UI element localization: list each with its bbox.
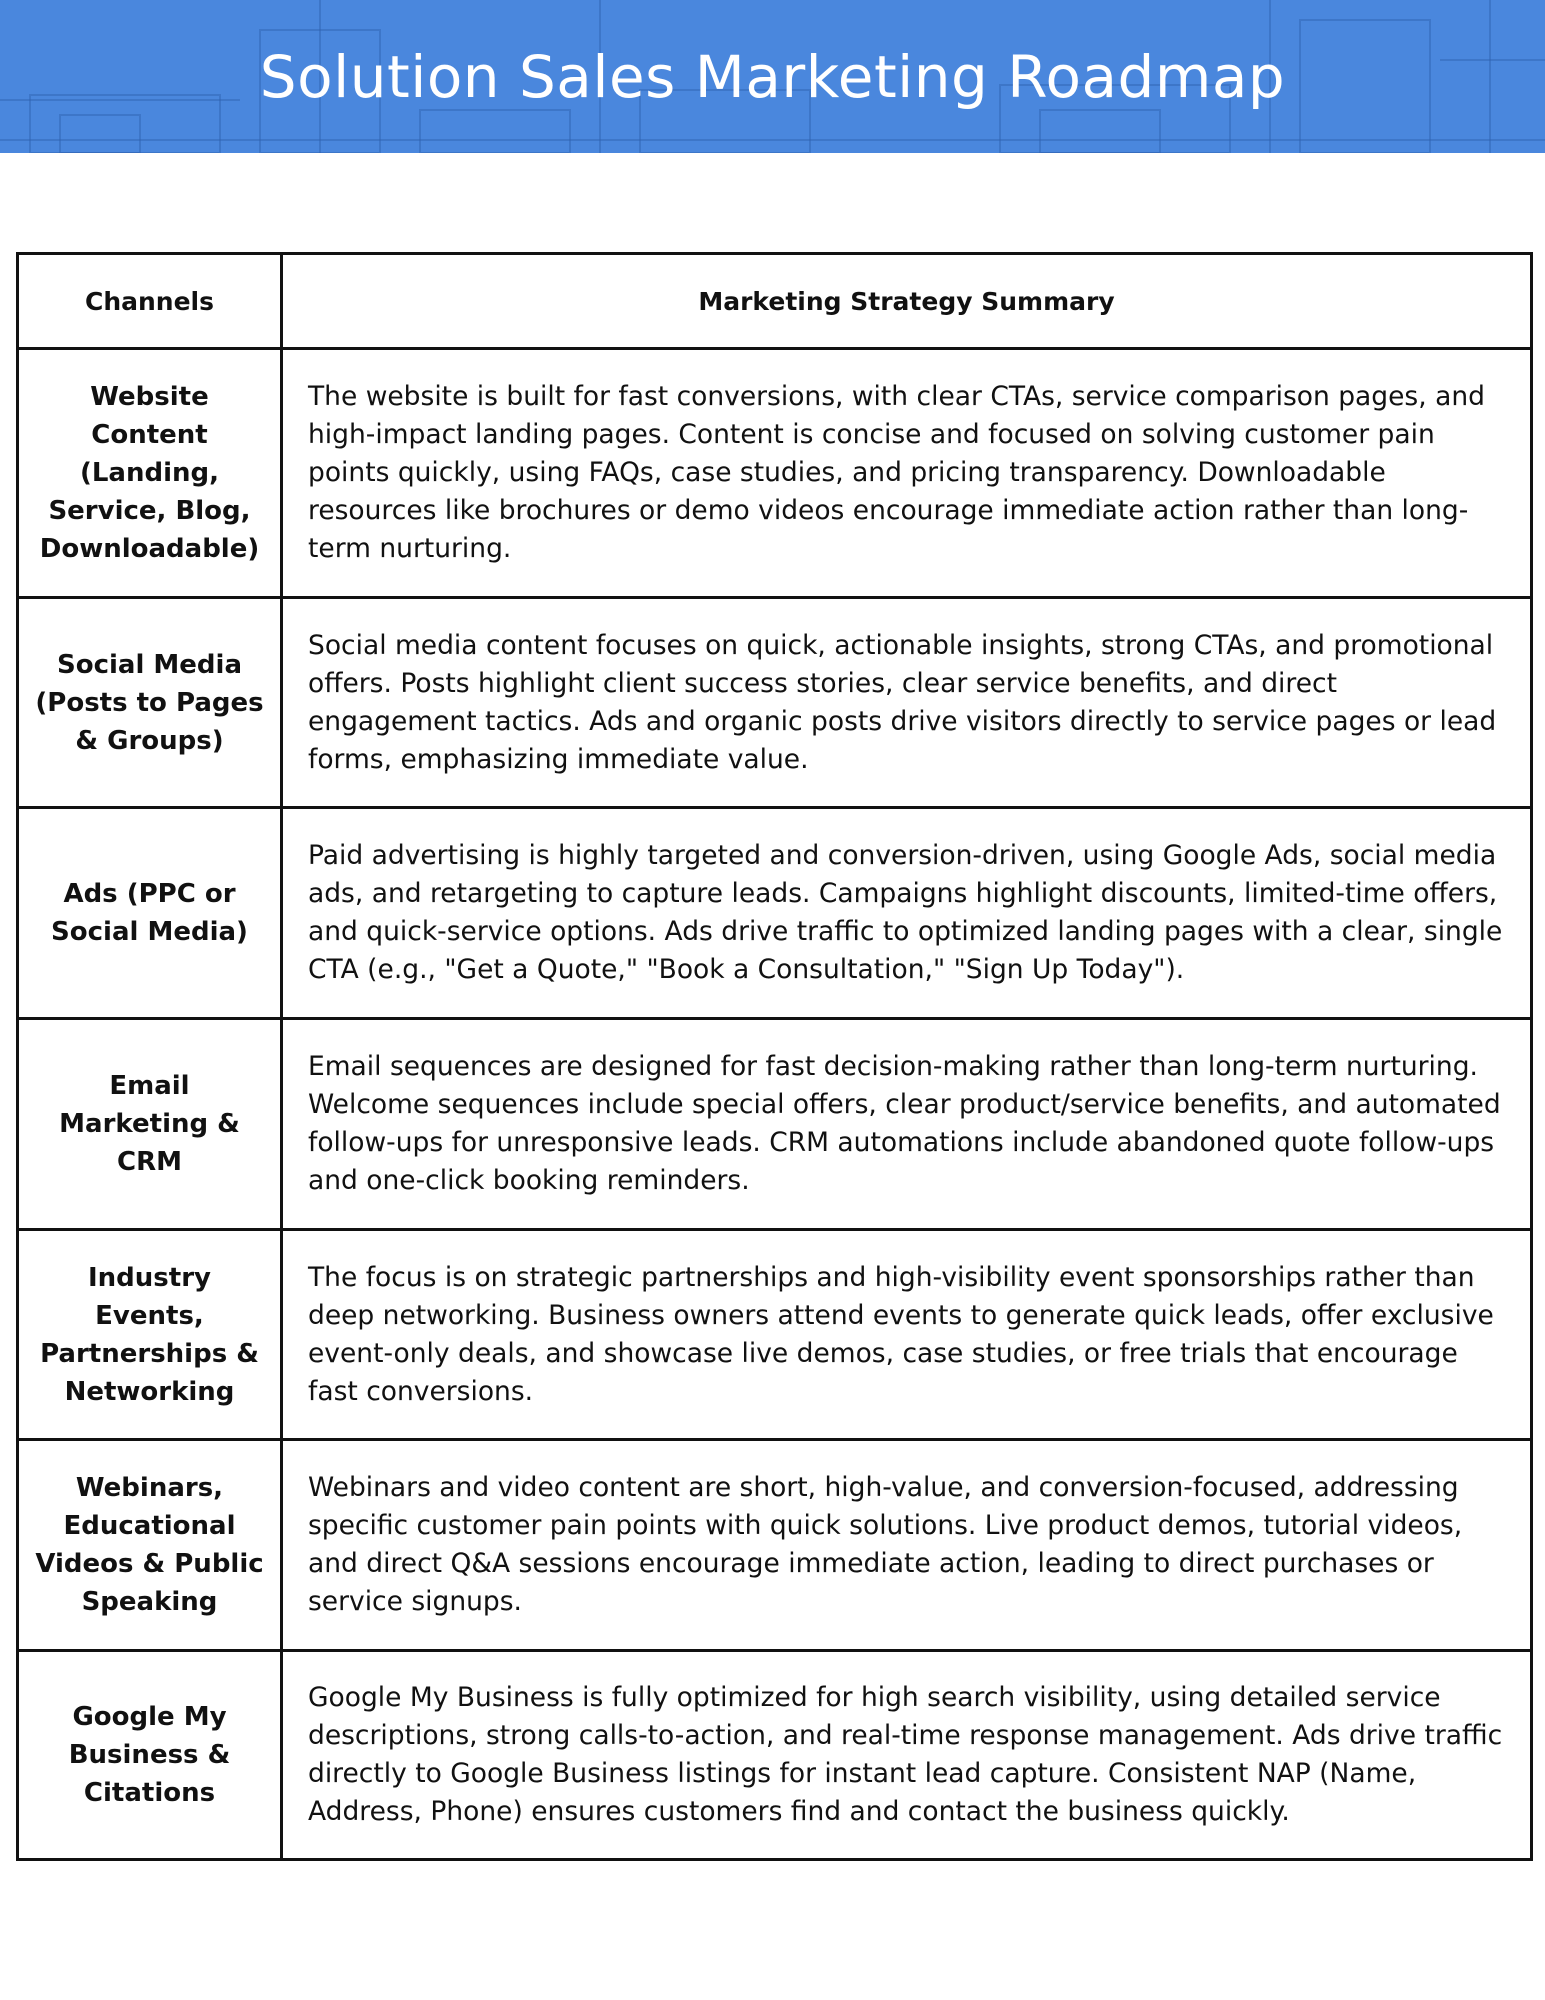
table-row xyxy=(18,1019,1532,1230)
channel-cell: Industry Events, Partnerships & Networking xyxy=(18,1230,282,1440)
column-header-channels: Channels xyxy=(18,254,282,349)
page-title: Solution Sales Marketing Roadmap xyxy=(259,42,1286,111)
summary-cell: Google My Business is fully optimized for high search visibility, using detailed service descriptions, strong calls-to-action, and real-time response management. Ads drive traffic directly to Google Business listings for instant lead capture. Consistent NAP (Name, Address, Phone) ensures customers find and contact the business quickly. xyxy=(282,1651,1532,1860)
channel-cell: Website Content (Landing, Service, Blog, Downloadable) xyxy=(18,349,282,598)
summary-cell: The website is built for fast conversions, with clear CTAs, service comparison pages, and high-impact landing pages. Content is concise and focused on solving customer pain points quickly, using FAQs, case studies, and pricing transparency. Downloadable resources like brochures or demo videos encourage immediate action rather than long-term nurturing. xyxy=(282,349,1532,598)
summary-cell: Webinars and video content are short, high-value, and conversion-focused, addressing specific customer pain points with quick solutions. Live product demos, tutorial videos, and direct Q&A sessions encourage immediate action, leading to direct purchases or service signups. xyxy=(282,1440,1532,1651)
summary-cell: Social media content focuses on quick, actionable insights, strong CTAs, and promotional offers. Posts highlight client success stories, clear service benefits, and direct engagement tactics. Ads and organic posts drive visitors directly to service pages or lead forms, emphasizing immediate value. xyxy=(282,598,1532,808)
table-row xyxy=(18,808,1532,1019)
channel-cell: Webinars, Educational Videos & Public Speaking xyxy=(18,1440,282,1651)
table-row xyxy=(18,349,1532,598)
header-banner xyxy=(0,0,1545,153)
column-header-summary: Marketing Strategy Summary xyxy=(282,254,1532,349)
table-row xyxy=(18,1651,1532,1860)
summary-cell: Email sequences are designed for fast decision-making rather than long-term nurturing. Welcome sequences include special offers, clear product/service benefits, and automated follow-ups for unresponsive leads. CRM automations include abandoned quote follow-ups and one-click booking reminders. xyxy=(282,1019,1532,1230)
channel-cell: Social Media (Posts to Pages & Groups) xyxy=(18,598,282,808)
table-row xyxy=(18,1230,1532,1440)
roadmap-table xyxy=(16,252,1533,1861)
channel-cell: Ads (PPC or Social Media) xyxy=(18,808,282,1019)
summary-cell: Paid advertising is highly targeted and conversion-driven, using Google Ads, social media ads, and retargeting to capture leads. Campaigns highlight discounts, limited-time offers, and quick-service options. Ads drive traffic to optimized landing pages with a clear, single CTA (e.g., "Get a Quote," "Book a Consultation," "Sign Up Today"). xyxy=(282,808,1532,1019)
channel-cell: Google My Business & Citations xyxy=(18,1651,282,1860)
table-header-row xyxy=(18,254,1532,349)
table-row xyxy=(18,1440,1532,1651)
summary-cell: The focus is on strategic partnerships and high-visibility event sponsorships rather than deep networking. Business owners attend events to generate quick leads, offer exclusive event-only deals, and showcase live demos, case studies, or free trials that encourage fast conversions. xyxy=(282,1230,1532,1440)
channel-cell: Email Marketing & CRM xyxy=(18,1019,282,1230)
table-row xyxy=(18,598,1532,808)
